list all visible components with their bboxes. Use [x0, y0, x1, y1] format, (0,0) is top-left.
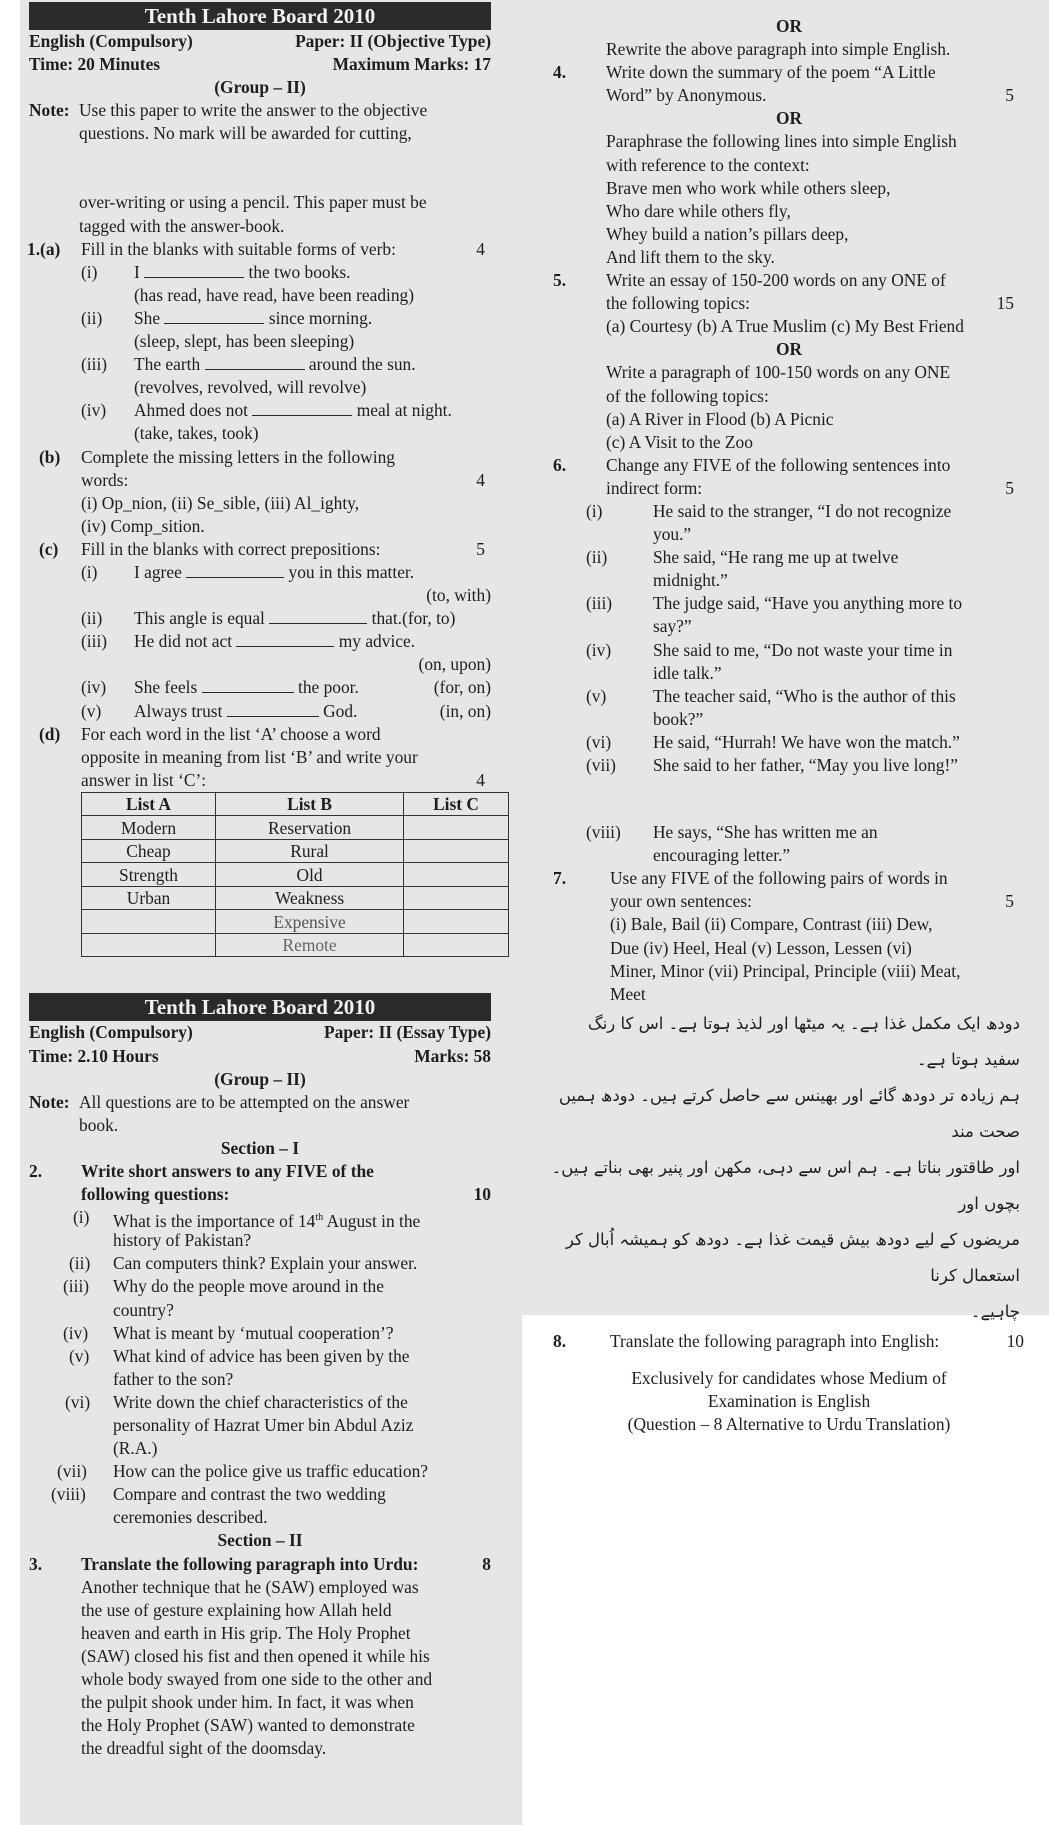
question-number: 1.(a): [27, 238, 61, 259]
answer-blank: [227, 702, 319, 717]
question-text: Word” by Anonymous.: [606, 85, 767, 106]
question-text: Change any FIVE of the following sentences into: [606, 454, 951, 475]
item-number: (i): [81, 561, 98, 582]
question-text: Translate the following paragraph into English:: [610, 1330, 940, 1351]
item-options: (for, on): [433, 677, 491, 698]
item-number: (vii): [586, 755, 616, 775]
question-text: answer in list ‘C’:: [81, 769, 207, 790]
paragraph-line: whole body swayed from one side to the other and: [81, 1669, 433, 1690]
note-line: book.: [79, 1114, 119, 1135]
table-cell: Cheap: [82, 839, 216, 863]
question-marks: 5: [1005, 85, 1014, 106]
item-number: (ii): [69, 1253, 91, 1274]
answer-blank: [252, 401, 352, 416]
question-number: (b): [39, 446, 61, 467]
poem-line: Whey build a nation’s pillars deep,: [606, 223, 849, 244]
item-number: (ii): [81, 307, 103, 328]
topic-list: (a) A River in Flood (b) A Picnic: [606, 408, 834, 429]
question-3: [29, 1553, 491, 1761]
item-text: midnight.”: [653, 570, 728, 591]
note-line: Use this paper to write the answer to the objective: [79, 100, 428, 121]
item-text: He said, “Hurrah! We have won the match.”: [653, 731, 960, 752]
item-text: The earth around the sun.: [134, 354, 416, 375]
item-text: The judge said, “Have you anything more to: [653, 593, 963, 614]
table-cell: Modern: [82, 816, 216, 840]
item-number: (iv): [81, 400, 107, 421]
table-cell: Weakness: [216, 886, 404, 910]
footer-line: Examination is English: [707, 1391, 871, 1412]
word-pairs: (i) Bale, Bail (ii) Compare, Contrast (iii) Dew,: [610, 914, 933, 935]
question-number: (d): [39, 723, 61, 744]
item-number: (v): [81, 700, 102, 721]
item-text: personality of Hazrat Umer bin Abdul Aziz: [113, 1415, 414, 1435]
word-pairs: Meet: [610, 983, 646, 1004]
paper-label: Paper: II (Essay Type): [324, 1022, 491, 1043]
question-5: [550, 269, 1028, 454]
question-marks: 15: [996, 293, 1014, 314]
table-cell: Urban: [82, 886, 216, 910]
item-text: The teacher said, “Who is the author of this: [653, 685, 956, 706]
item-number: (v): [69, 1345, 90, 1366]
question-marks: 8: [482, 1553, 491, 1574]
table-cell: Expensive: [216, 910, 404, 934]
or-divider: OR: [775, 339, 803, 360]
right-column: [550, 15, 1028, 1436]
item-number: (iii): [586, 593, 613, 614]
urdu-paragraph: [550, 1006, 1028, 1330]
answer-blank: [186, 563, 284, 578]
question-text: with reference to the context:: [606, 154, 810, 175]
item-text: She said to me, “Do not waste your time in: [653, 639, 953, 660]
paragraph-line: the use of gesture explaining how Allah held: [81, 1599, 392, 1620]
item-text: She said to her father, “May you live long!”: [653, 755, 958, 775]
item-number: (vii): [57, 1461, 87, 1482]
question-number: 4.: [553, 62, 567, 83]
word-pairs: Miner, Minor (vii) Principal, Principle (viii) Meat,: [610, 960, 961, 981]
question-number: 8.: [553, 1330, 567, 1351]
word-pairs: Due (iv) Heel, Heal (v) Lesson, Lessen (vi): [610, 937, 912, 958]
question-marks: 5: [476, 538, 485, 559]
question-text: the following topics:: [606, 293, 750, 314]
item-text: book?”: [653, 708, 704, 729]
paragraph-line: Another technique that he (SAW) employed was: [81, 1576, 419, 1597]
question-text: your own sentences:: [610, 891, 752, 912]
group-label: (Group – II): [214, 77, 306, 98]
table-row: [82, 886, 509, 910]
question-6: [550, 454, 1028, 868]
urdu-line: ہم زیادہ تر دودھ گائے اور بھینس سے حاصل کرتے ہیں۔ دودھ ہمیں صحت مند: [558, 1085, 1020, 1141]
paragraph-line: the dreadful sight of the doomsday.: [81, 1738, 327, 1759]
note-label: Note:: [29, 1091, 70, 1112]
objective-banner: Tenth Lahore Board 2010: [29, 2, 491, 30]
question-marks: 4: [476, 469, 485, 490]
question-number: 5.: [553, 270, 567, 291]
question-text: indirect form:: [606, 477, 703, 498]
item-number: (vi): [586, 731, 612, 752]
question-text: Rewrite the above paragraph into simple English.: [606, 39, 951, 60]
subject-label: English (Compulsory): [29, 1022, 193, 1043]
item-text: What is meant by ‘mutual cooperation’?: [113, 1322, 394, 1343]
item-number: (i): [586, 500, 603, 521]
item-text: encouraging letter.”: [653, 845, 791, 866]
item-text: He says, “She has written me an: [653, 822, 878, 843]
item-options: (has read, have read, have been reading): [134, 284, 415, 305]
item-number: (iii): [81, 631, 108, 652]
table-row: [82, 933, 509, 957]
question-1c: [29, 538, 491, 723]
urdu-line: اور طاقتور بناتا ہے۔ ہم اس سے دہی، مکھن اور پنیر بھی بناتے ہیں۔ بچوں اور: [551, 1157, 1020, 1213]
table-header: List A: [82, 792, 216, 816]
table-cell: [404, 863, 509, 887]
item-text: ceremonies described.: [113, 1507, 268, 1528]
question-text: Translate the following paragraph into Urdu:: [81, 1553, 419, 1574]
table-cell: [404, 886, 509, 910]
time-label: Time: 20 Minutes: [29, 54, 161, 75]
item-text: This angle is equal that.(for, to): [134, 608, 456, 629]
item-number: (viii): [51, 1484, 86, 1505]
marks-label: Marks: 58: [414, 1045, 491, 1066]
item-text: (R.A.): [113, 1438, 158, 1459]
table-cell: Strength: [82, 863, 216, 887]
paragraph-line: heaven and earth in His grip. The Holy Prophet: [81, 1622, 411, 1643]
item-number: (i): [81, 261, 98, 282]
left-column: [29, 2, 491, 1760]
table-cell: Rural: [216, 839, 404, 863]
answer-blank: [205, 355, 305, 370]
item-text: country?: [113, 1299, 174, 1320]
question-marks: 5: [1005, 477, 1014, 498]
paragraph-line: (SAW) closed his fist and then opened it while his: [81, 1645, 430, 1666]
item-text: He said to the stranger, “I do not recognize: [653, 500, 952, 521]
answer-blank: [269, 609, 367, 624]
item-number: (iv): [81, 677, 107, 698]
question-2: [29, 1160, 491, 1530]
item-number: (iv): [63, 1322, 89, 1343]
item-options: (to, with): [426, 585, 491, 606]
question-marks: 10: [1006, 1330, 1024, 1351]
poem-line: And lift them to the sky.: [606, 246, 775, 267]
poem-line: Who dare while others fly,: [606, 200, 791, 221]
table-header: List B: [216, 792, 404, 816]
question-text: Fill in the blanks with correct prepositions:: [81, 538, 381, 559]
objective-header: [29, 30, 491, 99]
topic-list: (a) Courtesy (b) A True Muslim (c) My Best Friend: [606, 316, 964, 337]
essay-banner: Tenth Lahore Board 2010: [29, 993, 491, 1021]
essay-header: [29, 1021, 491, 1090]
item-number: (v): [586, 685, 607, 706]
answer-blank: [202, 678, 294, 693]
time-label: Time: 2.10 Hours: [29, 1045, 159, 1066]
item-text: Why do the people move around in the: [113, 1276, 384, 1297]
section-heading: Section – II: [217, 1530, 303, 1551]
question-text: following questions:: [81, 1184, 230, 1205]
question-marks: 10: [473, 1184, 491, 1205]
item-text: father to the son?: [113, 1368, 234, 1389]
subject-label: English (Compulsory): [29, 31, 193, 51]
answer-blank: [236, 632, 334, 647]
question-8: [550, 1330, 1028, 1353]
table-cell: Old: [216, 863, 404, 887]
question-text: Write a paragraph of 100-150 words on any ONE: [606, 362, 951, 383]
item-number: (vi): [65, 1391, 91, 1412]
table-row: [82, 839, 509, 863]
answer-blank: [164, 309, 264, 324]
item-number: (iii): [63, 1276, 90, 1297]
note-line: All questions are to be attempted on the answer: [79, 1091, 410, 1112]
table-cell: [404, 839, 509, 863]
question-text: Write an essay of 150-200 words on any ONE of: [606, 270, 946, 291]
question-number: 3.: [29, 1553, 43, 1574]
item-text: Write down the chief characteristics of the: [113, 1391, 408, 1412]
question-number: 7.: [553, 868, 567, 889]
item-text: I the two books.: [134, 261, 351, 282]
item-options: (on, upon): [418, 654, 491, 675]
urdu-line: مریضوں کے لیے دودھ بیش قیمت غذا ہے۔ دودھ کو ہمیشہ اُبال کر استعمال کرنا: [565, 1229, 1020, 1285]
question-text: Use any FIVE of the following pairs of words in: [610, 868, 948, 889]
lists-table: [81, 792, 509, 958]
question-text: words:: [81, 469, 129, 490]
item-options: (sleep, slept, has been sleeping): [134, 331, 355, 352]
poem-line: Brave men who work while others sleep,: [606, 177, 891, 198]
footer-note: [550, 1367, 1028, 1436]
item-text: She since morning.: [134, 307, 373, 328]
essay-note: [29, 1091, 491, 1137]
footer-line: Exclusively for candidates whose Medium of: [631, 1367, 947, 1388]
item-number: (viii): [586, 822, 621, 843]
question-text: Write down the summary of the poem “A Little: [606, 62, 936, 83]
objective-note: [29, 99, 491, 237]
question-text: of the following topics:: [606, 385, 769, 406]
item-text: Always trust God.: [134, 700, 358, 721]
urdu-line: دودھ ایک مکمل غذا ہے۔ یہ میٹھا اور لذیذ ہوتا ہے۔ اس کا رنگ سفید ہوتا ہے۔: [587, 1013, 1020, 1069]
or-divider: OR: [775, 108, 803, 129]
question-text: Fill in the blanks with suitable forms of verb:: [81, 238, 396, 259]
note-line: over-writing or using a pencil. This paper must be: [79, 192, 427, 213]
item-text: She said, “He rang me up at twelve: [653, 547, 899, 568]
group-label: (Group – II): [214, 1068, 306, 1089]
question-words: (i) Op_nion, (ii) Se_sible, (iii) Al_ighty,: [81, 492, 360, 513]
item-text: Can computers think? Explain your answer.: [113, 1253, 418, 1274]
table-cell: [82, 933, 216, 957]
section-heading: Section – I: [220, 1137, 300, 1158]
question-7: [550, 867, 1028, 1006]
question-words: (iv) Comp_sition.: [81, 515, 205, 536]
table-row: [82, 910, 509, 934]
item-number: (iii): [81, 354, 108, 375]
paper-label: Paper: II (Objective Type): [295, 31, 491, 51]
question-number: 2.: [29, 1160, 43, 1181]
note-label: Note:: [29, 100, 70, 121]
question-text: Complete the missing letters in the following: [81, 446, 395, 467]
table-row: [82, 863, 509, 887]
question-number: 6.: [553, 454, 567, 475]
item-options: (in, on): [439, 700, 491, 721]
or-divider: OR: [775, 16, 803, 36]
item-text: Ahmed does not meal at night.: [134, 400, 452, 421]
paragraph-line: the Holy Prophet (SAW) wanted to demonstrate: [81, 1715, 415, 1736]
item-text: What kind of advice has been given by the: [113, 1345, 410, 1366]
question-marks: 5: [1005, 891, 1014, 912]
item-options: (take, takes, took): [134, 423, 259, 444]
table-header: List C: [404, 792, 509, 816]
footer-line: (Question – 8 Alternative to Urdu Translation): [627, 1414, 951, 1435]
question-text: opposite in meaning from list ‘B’ and write your: [81, 746, 418, 767]
item-text: What is the importance of 14th August in the: [113, 1210, 421, 1231]
question-text: Paraphrase the following lines into simple English: [606, 131, 957, 152]
question-4: [550, 61, 1028, 269]
table-cell: [404, 910, 509, 934]
table-cell: [404, 816, 509, 840]
question-1b: [29, 446, 491, 538]
item-number: (iv): [586, 639, 612, 660]
item-text: you.”: [653, 524, 692, 545]
item-options: (revolves, revolved, will revolve): [134, 377, 367, 398]
question-marks: 4: [476, 238, 485, 259]
item-text: idle talk.”: [653, 662, 722, 683]
urdu-line: چاہیے۔: [970, 1301, 1020, 1321]
item-number: (ii): [586, 547, 608, 568]
item-number: (ii): [81, 608, 103, 629]
question-text: Write short answers to any FIVE of the: [81, 1160, 374, 1181]
item-text: She feels the poor.: [134, 677, 359, 698]
table-header-row: [82, 792, 509, 816]
note-line: questions. No mark will be awarded for cutting,: [79, 123, 412, 144]
item-text: history of Pakistan?: [113, 1230, 252, 1251]
paragraph-line: the pulpit shook under him. In fact, it was when: [81, 1692, 414, 1713]
question-1a: [29, 238, 491, 446]
table-cell: Remote: [216, 933, 404, 957]
topic-list: (c) A Visit to the Zoo: [606, 431, 753, 452]
item-text: Compare and contrast the two wedding: [113, 1484, 386, 1505]
item-text: say?”: [653, 616, 692, 637]
question-number: (c): [39, 538, 59, 559]
table-row: [82, 816, 509, 840]
question-1d: [29, 723, 491, 958]
item-number: (i): [73, 1207, 90, 1228]
marks-label: Maximum Marks: 17: [332, 54, 491, 75]
table-cell: [404, 933, 509, 957]
note-line: tagged with the answer-book.: [79, 215, 285, 236]
item-text: I agree you in this matter.: [134, 561, 415, 582]
question-text: For each word in the list ‘A’ choose a word: [81, 723, 381, 744]
table-cell: Reservation: [216, 816, 404, 840]
table-cell: [82, 910, 216, 934]
answer-blank: [144, 263, 244, 278]
item-text: He did not act my advice.: [134, 631, 416, 652]
item-text: How can the police give us traffic education?: [113, 1461, 429, 1482]
question-marks: 4: [476, 769, 485, 790]
